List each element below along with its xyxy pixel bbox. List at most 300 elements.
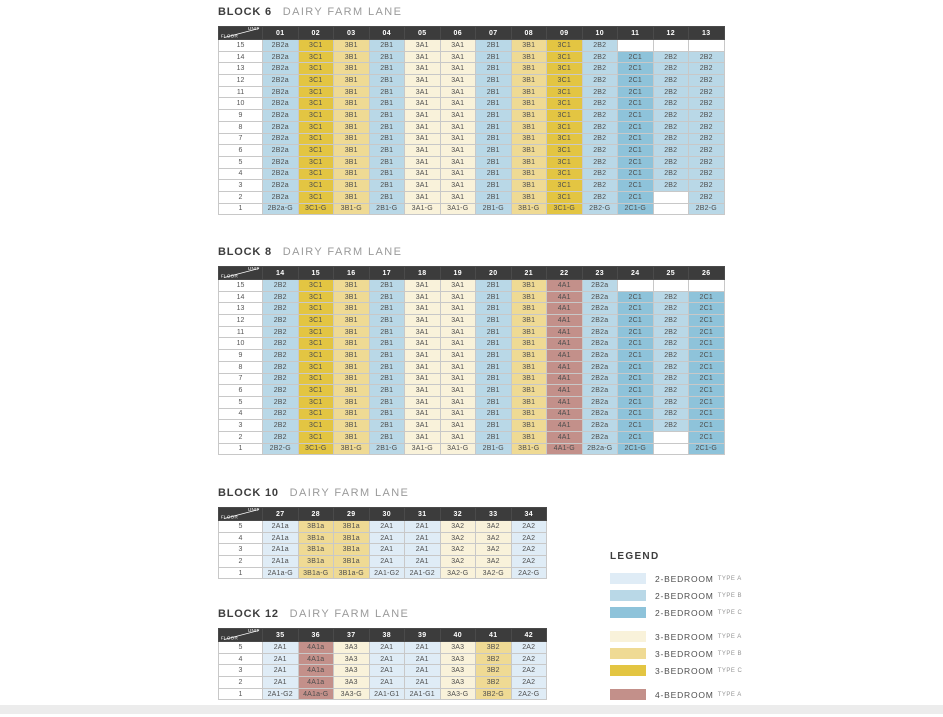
unit-cell-2B1: 2B1 — [369, 396, 405, 408]
unit-cell-3C1: 3C1 — [547, 145, 583, 157]
unit-cell-2B1: 2B1 — [476, 408, 512, 420]
unit-cell-4A1a-G: 4A1a-G — [298, 688, 334, 700]
unit-column-header-27: 27 — [263, 508, 299, 521]
unit-cell-3B1: 3B1 — [334, 361, 370, 373]
unit-cell-2B2a: 2B2a — [263, 133, 299, 145]
unit-column-header-01: 01 — [263, 27, 299, 40]
unit-cell-3B1: 3B1 — [511, 121, 547, 133]
floor-row-4 — [219, 408, 725, 420]
unit-cell-2B2: 2B2 — [263, 303, 299, 315]
unit-cell-3C1: 3C1 — [298, 40, 334, 52]
unit-column-header-09: 09 — [547, 27, 583, 40]
unit-column-header-21: 21 — [511, 267, 547, 280]
unit-cell-2C1: 2C1 — [618, 326, 654, 338]
floor-number-cell: 15 — [219, 280, 263, 292]
unit-cell-3A2: 3A2 — [440, 521, 476, 533]
unit-cell-2B2a: 2B2a — [582, 385, 618, 397]
floor-row-3 — [219, 180, 725, 192]
unit-cell-2B2: 2B2 — [263, 385, 299, 397]
unit-cell-2A1: 2A1 — [405, 556, 441, 568]
unit-cell-4A1a: 4A1a — [298, 653, 334, 665]
unit-cell-3C1: 3C1 — [298, 98, 334, 110]
unit-cell-3A1: 3A1 — [440, 280, 476, 292]
unit-cell-2B1: 2B1 — [369, 168, 405, 180]
unit-cell-2B2: 2B2 — [263, 326, 299, 338]
block-10-name: BLOCK 10 — [218, 487, 279, 499]
floor-row-2 — [219, 556, 547, 568]
unit-cell-3C1: 3C1 — [298, 373, 334, 385]
unit-cell-2C1: 2C1 — [689, 338, 725, 350]
unit-cell-2B2: 2B2 — [653, 420, 689, 432]
unit-cell-3A1: 3A1 — [440, 396, 476, 408]
unit-cell-3B1: 3B1 — [334, 408, 370, 420]
legend-type-label: TYPE B — [717, 650, 743, 657]
unit-column-header-35: 35 — [263, 629, 299, 642]
legend-item-2-bedroom-type-c — [610, 607, 742, 618]
unit-cell-2B2: 2B2 — [582, 156, 618, 168]
floor-row-9 — [219, 350, 725, 362]
unit-cell-3B2: 3B2 — [476, 653, 512, 665]
unit-cell-3A1: 3A1 — [440, 86, 476, 98]
unit-cell-2C1: 2C1 — [618, 145, 654, 157]
unit-cell-3B1: 3B1 — [334, 86, 370, 98]
unit-cell-3A1: 3A1 — [440, 168, 476, 180]
floor-row-15 — [219, 280, 725, 292]
unit-cell-3B1: 3B1 — [334, 40, 370, 52]
unit-cell-2B2a: 2B2a — [582, 431, 618, 443]
unit-table-block-8 — [218, 266, 725, 455]
unit-cell-2B2: 2B2 — [582, 121, 618, 133]
unit-cell-3A1: 3A1 — [405, 168, 441, 180]
unit-cell-3C1: 3C1 — [547, 133, 583, 145]
unit-cell-2B2a: 2B2a — [263, 110, 299, 122]
corner-unit-label: UNIT — [248, 508, 260, 513]
unit-cell-2C1: 2C1 — [689, 361, 725, 373]
floor-row-3 — [219, 544, 547, 556]
floor-row-14 — [219, 51, 725, 63]
floor-row-4 — [219, 532, 547, 544]
unit-cell-3B1: 3B1 — [334, 168, 370, 180]
block-6-street: DAIRY FARM LANE — [282, 6, 403, 18]
unit-column-header-16: 16 — [334, 267, 370, 280]
block-12-name: BLOCK 12 — [218, 608, 279, 620]
floor-row-2 — [219, 431, 725, 443]
unit-cell-3B1: 3B1 — [334, 75, 370, 87]
unit-cell-2B2: 2B2 — [653, 396, 689, 408]
unit-column-header-10: 10 — [582, 27, 618, 40]
floor-row-12 — [219, 315, 725, 327]
unit-cell-3B1: 3B1 — [334, 326, 370, 338]
unit-cell-3B1a: 3B1a — [298, 556, 334, 568]
unit-cell-2B1: 2B1 — [369, 338, 405, 350]
unit-cell-2B2: 2B2 — [689, 75, 725, 87]
legend-item-2-bedroom-type-a — [610, 573, 742, 584]
unit-cell-2B1: 2B1 — [476, 431, 512, 443]
unit-cell-2C1: 2C1 — [618, 373, 654, 385]
unit-cell-3A1: 3A1 — [405, 315, 441, 327]
unit-cell-4A1: 4A1 — [547, 291, 583, 303]
legend-type-label: TYPE A — [717, 575, 742, 582]
unit-cell-3A1: 3A1 — [405, 385, 441, 397]
legend-type-label: TYPE A — [717, 633, 742, 640]
legend-item-2-bedroom-type-b — [610, 590, 742, 601]
unit-cell-3A2: 3A2 — [476, 556, 512, 568]
floor-number-cell: 1 — [219, 443, 263, 455]
unit-cell-2B2: 2B2 — [582, 40, 618, 52]
unit-cell-2B1: 2B1 — [476, 315, 512, 327]
unit-cell-3C1: 3C1 — [547, 110, 583, 122]
unit-cell-2A2: 2A2 — [511, 642, 547, 654]
unit-cell-3B1: 3B1 — [511, 326, 547, 338]
unit-column-header-22: 22 — [547, 267, 583, 280]
unit-table-block-12 — [218, 628, 547, 700]
empty-cell — [653, 203, 689, 215]
unit-cell-2B2a: 2B2a — [263, 51, 299, 63]
floor-number-cell: 3 — [219, 544, 263, 556]
unit-cell-2B1: 2B1 — [369, 75, 405, 87]
unit-cell-2B2: 2B2 — [689, 156, 725, 168]
empty-cell — [618, 40, 654, 52]
block-8-name: BLOCK 8 — [218, 246, 272, 258]
unit-cell-2B2: 2B2 — [689, 133, 725, 145]
floor-row-8 — [219, 361, 725, 373]
unit-cell-2C1: 2C1 — [689, 373, 725, 385]
unit-column-header-40: 40 — [440, 629, 476, 642]
unit-cell-2B2: 2B2 — [653, 315, 689, 327]
unit-column-header-42: 42 — [511, 629, 547, 642]
unit-cell-2C1: 2C1 — [618, 315, 654, 327]
unit-cell-3B1: 3B1 — [334, 121, 370, 133]
unit-cell-3C1: 3C1 — [298, 110, 334, 122]
unit-cell-3A1: 3A1 — [405, 51, 441, 63]
legend-label: 3-BEDROOM — [655, 648, 714, 659]
floor-row-7 — [219, 373, 725, 385]
unit-cell-2B1: 2B1 — [476, 326, 512, 338]
floor-row-1 — [219, 203, 725, 215]
unit-cell-3B1a: 3B1a — [334, 556, 370, 568]
floor-number-cell: 3 — [219, 665, 263, 677]
unit-cell-2B2: 2B2 — [653, 51, 689, 63]
unit-cell-3B1: 3B1 — [334, 133, 370, 145]
unit-cell-4A1: 4A1 — [547, 315, 583, 327]
unit-cell-2B2a: 2B2a — [263, 75, 299, 87]
unit-cell-3C1: 3C1 — [298, 291, 334, 303]
unit-cell-2A1a: 2A1a — [263, 544, 299, 556]
unit-cell-3A1: 3A1 — [405, 326, 441, 338]
unit-cell-3B1: 3B1 — [511, 408, 547, 420]
unit-cell-2B2: 2B2 — [653, 75, 689, 87]
unit-cell-3C1: 3C1 — [298, 180, 334, 192]
unit-cell-2A2: 2A2 — [511, 677, 547, 689]
unit-cell-2B2: 2B2 — [689, 110, 725, 122]
legend-color-swatch — [610, 590, 646, 601]
unit-cell-3C1: 3C1 — [298, 350, 334, 362]
unit-column-header-18: 18 — [405, 267, 441, 280]
floor-row-10 — [219, 98, 725, 110]
unit-cell-3B1: 3B1 — [511, 156, 547, 168]
floor-number-cell: 11 — [219, 326, 263, 338]
unit-cell-2B1: 2B1 — [476, 396, 512, 408]
unit-cell-2B1: 2B1 — [476, 385, 512, 397]
unit-cell-2C1: 2C1 — [618, 98, 654, 110]
empty-cell — [653, 191, 689, 203]
unit-cell-3A1: 3A1 — [440, 291, 476, 303]
unit-cell-2C1: 2C1 — [689, 396, 725, 408]
unit-cell-2B1-G: 2B1-G — [369, 203, 405, 215]
unit-cell-2B2: 2B2 — [689, 180, 725, 192]
unit-cell-3C1: 3C1 — [547, 40, 583, 52]
unit-cell-2B2: 2B2 — [653, 373, 689, 385]
unit-cell-2B1: 2B1 — [476, 168, 512, 180]
unit-column-header-32: 32 — [440, 508, 476, 521]
block-6-title — [218, 6, 725, 18]
legend-color-swatch — [610, 631, 646, 642]
unit-cell-3A1-G: 3A1-G — [405, 443, 441, 455]
unit-cell-2B1: 2B1 — [369, 291, 405, 303]
unit-cell-2B1: 2B1 — [369, 303, 405, 315]
unit-cell-3C1: 3C1 — [547, 156, 583, 168]
unit-cell-3A1: 3A1 — [440, 191, 476, 203]
unit-cell-2B2: 2B2 — [263, 431, 299, 443]
unit-cell-3C1: 3C1 — [547, 168, 583, 180]
unit-column-header-24: 24 — [618, 267, 654, 280]
unit-cell-3A1: 3A1 — [440, 338, 476, 350]
legend-color-swatch — [610, 665, 646, 676]
page-bottom-band — [0, 705, 943, 714]
unit-cell-4A1: 4A1 — [547, 385, 583, 397]
unit-cell-2B2a: 2B2a — [582, 338, 618, 350]
unit-cell-2B1: 2B1 — [369, 133, 405, 145]
unit-cell-3A1: 3A1 — [405, 121, 441, 133]
floor-row-5 — [219, 156, 725, 168]
unit-cell-3A1: 3A1 — [440, 373, 476, 385]
unit-cell-2B1: 2B1 — [476, 98, 512, 110]
floor-number-cell: 10 — [219, 98, 263, 110]
unit-cell-3B1: 3B1 — [511, 350, 547, 362]
empty-cell — [653, 280, 689, 292]
unit-cell-3A1: 3A1 — [405, 338, 441, 350]
unit-cell-2B1: 2B1 — [369, 180, 405, 192]
unit-cell-2B1: 2B1 — [369, 385, 405, 397]
unit-cell-3B1: 3B1 — [511, 373, 547, 385]
corner-floor-label: FLOOR — [221, 636, 239, 641]
floor-row-11 — [219, 86, 725, 98]
unit-cell-3A1: 3A1 — [440, 431, 476, 443]
unit-cell-3A3: 3A3 — [334, 653, 370, 665]
block-10-street: DAIRY FARM LANE — [289, 487, 410, 499]
unit-cell-3C1: 3C1 — [298, 156, 334, 168]
unit-cell-2B2-G: 2B2-G — [582, 203, 618, 215]
unit-column-header-02: 02 — [298, 27, 334, 40]
unit-cell-2B1: 2B1 — [476, 361, 512, 373]
legend-item-3-bedroom-type-a — [610, 631, 742, 642]
unit-cell-2C1: 2C1 — [618, 75, 654, 87]
legend-type-label: TYPE C — [717, 609, 743, 616]
unit-cell-2B2: 2B2 — [653, 110, 689, 122]
unit-cell-3B1a-G: 3B1a-G — [334, 567, 370, 579]
unit-cell-2B2: 2B2 — [653, 338, 689, 350]
unit-cell-4A1-G: 4A1-G — [547, 443, 583, 455]
unit-cell-3B1: 3B1 — [511, 133, 547, 145]
floor-unit-corner-cell — [219, 27, 263, 40]
unit-cell-2B2-G: 2B2-G — [263, 443, 299, 455]
unit-cell-3C1: 3C1 — [547, 180, 583, 192]
unit-cell-3C1-G: 3C1-G — [298, 443, 334, 455]
unit-cell-2B2: 2B2 — [653, 180, 689, 192]
unit-cell-3A1: 3A1 — [405, 145, 441, 157]
floor-number-cell: 5 — [219, 156, 263, 168]
unit-cell-2B2: 2B2 — [653, 98, 689, 110]
unit-cell-2B1: 2B1 — [476, 280, 512, 292]
unit-cell-3A2: 3A2 — [476, 532, 512, 544]
unit-column-header-26: 26 — [689, 267, 725, 280]
unit-cell-2B1: 2B1 — [476, 420, 512, 432]
unit-column-header-06: 06 — [440, 27, 476, 40]
unit-cell-3B1: 3B1 — [511, 420, 547, 432]
unit-cell-3A3-G: 3A3-G — [440, 688, 476, 700]
unit-cell-3B1: 3B1 — [511, 396, 547, 408]
unit-cell-3B1: 3B1 — [511, 63, 547, 75]
unit-cell-2B2: 2B2 — [582, 98, 618, 110]
unit-cell-2B1: 2B1 — [476, 121, 512, 133]
unit-cell-3C1: 3C1 — [547, 98, 583, 110]
unit-cell-2A1-G1: 2A1-G1 — [369, 688, 405, 700]
unit-cell-2B2a: 2B2a — [582, 420, 618, 432]
unit-cell-3B1: 3B1 — [511, 180, 547, 192]
legend-title: LEGEND — [610, 551, 660, 562]
unit-cell-3C1: 3C1 — [298, 408, 334, 420]
unit-column-header-39: 39 — [405, 629, 441, 642]
floor-number-cell: 2 — [219, 431, 263, 443]
unit-cell-2B2a: 2B2a — [582, 315, 618, 327]
floor-row-10 — [219, 338, 725, 350]
unit-cell-2C1: 2C1 — [618, 63, 654, 75]
unit-cell-3B1: 3B1 — [511, 168, 547, 180]
unit-column-header-34: 34 — [511, 508, 547, 521]
unit-cell-2B2: 2B2 — [653, 385, 689, 397]
block-6-section — [218, 6, 725, 215]
unit-cell-2B2a: 2B2a — [263, 63, 299, 75]
unit-cell-3C1: 3C1 — [547, 63, 583, 75]
unit-cell-2B2a-G: 2B2a-G — [263, 203, 299, 215]
unit-cell-3A1: 3A1 — [405, 280, 441, 292]
unit-cell-2C1: 2C1 — [689, 431, 725, 443]
unit-cell-3A1-G: 3A1-G — [405, 203, 441, 215]
unit-cell-2C1: 2C1 — [618, 408, 654, 420]
unit-cell-2C1: 2C1 — [689, 315, 725, 327]
unit-cell-3A1: 3A1 — [440, 156, 476, 168]
legend-group-3 — [610, 689, 742, 700]
unit-cell-3C1: 3C1 — [298, 133, 334, 145]
unit-cell-2C1: 2C1 — [618, 110, 654, 122]
unit-cell-3B1-G: 3B1-G — [334, 443, 370, 455]
unit-cell-3A1: 3A1 — [440, 326, 476, 338]
floor-number-cell: 12 — [219, 315, 263, 327]
unit-cell-2B2: 2B2 — [653, 86, 689, 98]
unit-cell-2A1-G1: 2A1-G1 — [405, 688, 441, 700]
unit-cell-2B2: 2B2 — [653, 350, 689, 362]
unit-cell-2B2: 2B2 — [582, 191, 618, 203]
block-6-table-container — [218, 26, 725, 215]
unit-cell-2A1a: 2A1a — [263, 556, 299, 568]
floor-number-cell: 9 — [219, 350, 263, 362]
unit-cell-2B1: 2B1 — [369, 280, 405, 292]
unit-cell-2A1: 2A1 — [369, 677, 405, 689]
unit-cell-4A1: 4A1 — [547, 338, 583, 350]
unit-cell-2B1: 2B1 — [369, 361, 405, 373]
unit-cell-2B1: 2B1 — [369, 420, 405, 432]
unit-cell-3A1: 3A1 — [405, 420, 441, 432]
unit-cell-4A1: 4A1 — [547, 326, 583, 338]
empty-cell — [653, 443, 689, 455]
unit-cell-2B2a: 2B2a — [263, 40, 299, 52]
legend-groups — [610, 573, 742, 700]
unit-cell-3B1: 3B1 — [511, 110, 547, 122]
unit-cell-2B2: 2B2 — [653, 145, 689, 157]
unit-cell-2B2a: 2B2a — [263, 156, 299, 168]
table-header-row — [219, 267, 725, 280]
unit-cell-3C1: 3C1 — [547, 86, 583, 98]
unit-cell-2B1: 2B1 — [476, 133, 512, 145]
unit-cell-3B1a: 3B1a — [334, 532, 370, 544]
block-8-title — [218, 246, 725, 258]
unit-cell-2B2: 2B2 — [689, 86, 725, 98]
unit-cell-4A1: 4A1 — [547, 303, 583, 315]
unit-cell-3A3: 3A3 — [440, 665, 476, 677]
unit-column-header-14: 14 — [263, 267, 299, 280]
floor-unit-corner-cell — [219, 267, 263, 280]
unit-cell-3A1: 3A1 — [440, 75, 476, 87]
unit-cell-2B2: 2B2 — [263, 408, 299, 420]
floor-number-cell: 4 — [219, 168, 263, 180]
unit-cell-3B1: 3B1 — [511, 191, 547, 203]
unit-cell-2B1: 2B1 — [476, 180, 512, 192]
unit-cell-2C1: 2C1 — [618, 291, 654, 303]
unit-cell-2B2: 2B2 — [653, 156, 689, 168]
unit-cell-2C1: 2C1 — [618, 156, 654, 168]
floor-row-9 — [219, 110, 725, 122]
unit-cell-2B2: 2B2 — [582, 133, 618, 145]
unit-cell-3A1: 3A1 — [405, 98, 441, 110]
legend-type-label: TYPE C — [717, 667, 743, 674]
unit-cell-2A1: 2A1 — [263, 642, 299, 654]
unit-cell-3C1: 3C1 — [298, 121, 334, 133]
unit-cell-2A1-G2: 2A1-G2 — [405, 567, 441, 579]
unit-cell-3A1: 3A1 — [405, 291, 441, 303]
unit-cell-3B1: 3B1 — [511, 315, 547, 327]
unit-cell-3A1: 3A1 — [405, 110, 441, 122]
unit-column-header-03: 03 — [334, 27, 370, 40]
unit-cell-3B1: 3B1 — [511, 431, 547, 443]
unit-cell-2B2: 2B2 — [582, 86, 618, 98]
unit-cell-2B2a: 2B2a — [263, 145, 299, 157]
unit-cell-2B1: 2B1 — [369, 350, 405, 362]
block-12-section — [218, 608, 547, 700]
unit-cell-2C1: 2C1 — [618, 431, 654, 443]
unit-cell-3C1: 3C1 — [298, 396, 334, 408]
unit-cell-2A1: 2A1 — [369, 642, 405, 654]
unit-cell-3C1: 3C1 — [547, 75, 583, 87]
unit-column-header-23: 23 — [582, 267, 618, 280]
unit-cell-2B2: 2B2 — [653, 326, 689, 338]
unit-cell-3A1: 3A1 — [405, 156, 441, 168]
corner-floor-label: FLOOR — [221, 274, 239, 279]
unit-column-header-05: 05 — [405, 27, 441, 40]
unit-cell-2B1: 2B1 — [476, 63, 512, 75]
floor-row-1 — [219, 567, 547, 579]
unit-cell-2B2a: 2B2a — [582, 303, 618, 315]
unit-cell-3B1: 3B1 — [334, 98, 370, 110]
